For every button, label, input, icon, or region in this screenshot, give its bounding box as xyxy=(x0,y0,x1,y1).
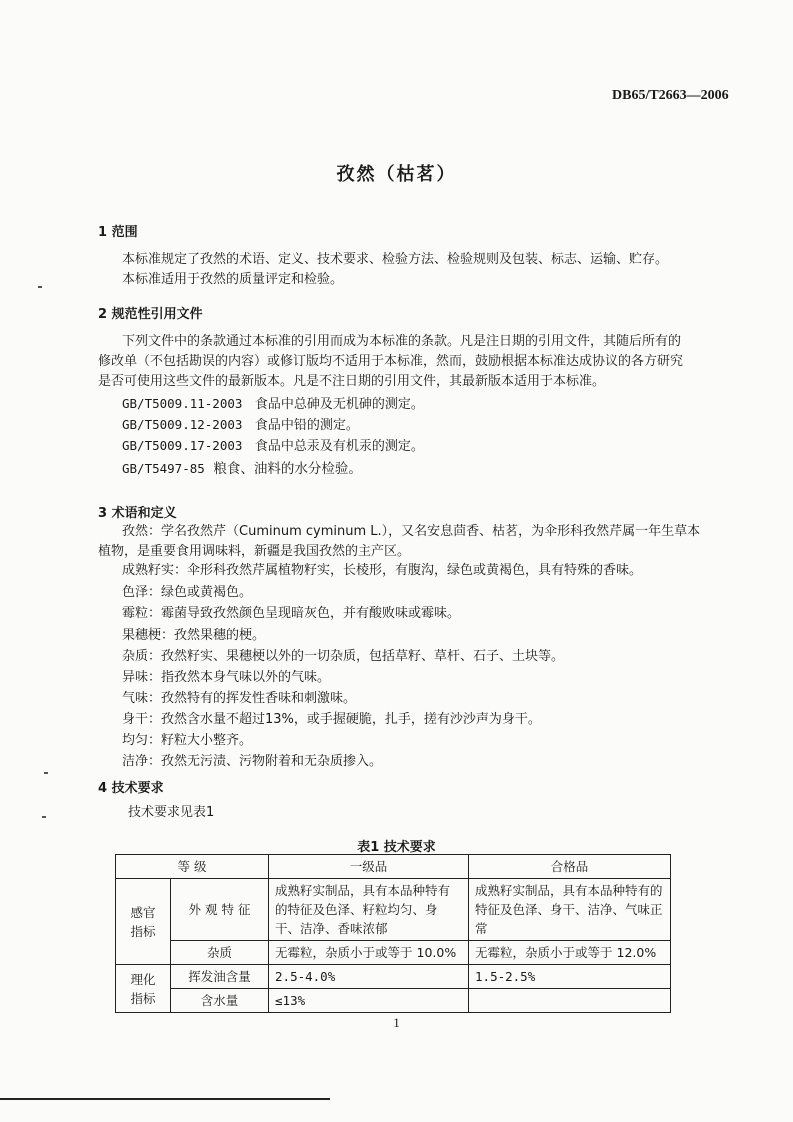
references-paragraph-line: 修改单（不包括勘误的内容）或修订版均不适用于本标准，然而，鼓励根据本标准达成协议的各方研究 xyxy=(98,354,684,369)
term-definition: 色泽：绿色或黄褐色。 xyxy=(122,585,253,600)
table-caption: 表1 技术要求 xyxy=(357,840,436,855)
term-definition: 杂质：孜然籽实、果穗梗以外的一切杂质，包括草籽、草杆、石子、土块等。 xyxy=(122,649,565,664)
term-definition: 异味：指孜然本身气味以外的气味。 xyxy=(122,670,331,685)
cell-appearance-qualified: 成熟籽实制品，具有本品种特有的特征及色泽、身干、洁净、气味正常 xyxy=(469,879,671,941)
term-definition: 成熟籽实：伞形科孜然芹属植物籽实，长棱形，有腹沟，绿色或黄褐色，具有特殊的香味。 xyxy=(122,563,643,578)
reference-name: 粮食、油料的水分检验。 xyxy=(213,461,362,477)
row-name-oil: 挥发油含量 xyxy=(171,965,269,989)
term-definition: 孜然：学名孜然芹（Cuminum cyminum L.），又名安息茴香、枯茗，为伞形科孜然芹属一年生草本 xyxy=(122,524,701,539)
term-definition: 均匀：籽粒大小整齐。 xyxy=(122,733,253,748)
term-definition: 果穗梗：孜然果穗的梗。 xyxy=(122,628,266,643)
table-row xyxy=(116,879,671,941)
cell-moisture-first: ≤13% xyxy=(269,989,469,1013)
row-name-impurity: 杂质 xyxy=(171,941,269,965)
reference-code: GB/T5009.12-2003 xyxy=(122,417,243,432)
term-definition: 身干：孜然含水量不超过13%，或手握硬脆，扎手，搓有沙沙声为身干。 xyxy=(122,712,541,727)
reference-code: GB/T5009.17-2003 xyxy=(122,438,243,453)
term-definition: 气味：孜然特有的挥发性香味和刺激味。 xyxy=(122,691,357,706)
cell-moisture-qualified xyxy=(469,989,671,1013)
table-row xyxy=(116,989,671,1013)
section-heading-scope: 1 范围 xyxy=(98,225,138,240)
document-title: 孜然（枯茗） xyxy=(336,164,457,185)
scan-speck xyxy=(44,772,48,774)
header-qualified-grade: 合格品 xyxy=(469,855,671,879)
section-heading-terms: 3 术语和定义 xyxy=(98,506,177,521)
cell-oil-first: 2.5-4.0% xyxy=(269,965,469,989)
section-heading-tech: 4 技术要求 xyxy=(98,781,164,796)
term-definition: 霉粒：霉菌导致孜然颜色呈现暗灰色，并有酸败味或霉味。 xyxy=(122,606,461,621)
table-row xyxy=(116,965,671,989)
header-first-grade: 一级品 xyxy=(269,855,469,879)
scan-speck xyxy=(38,286,42,288)
tech-intro: 技术要求见表1 xyxy=(128,805,215,820)
cell-appearance-first: 成熟籽实制品，具有本品种特有的特征及色泽、籽粒均匀、身干、洁净、香味浓郁 xyxy=(269,879,469,941)
scope-line: 本标准适用于孜然的质量评定和检验。 xyxy=(122,272,344,287)
reference-item xyxy=(122,415,359,436)
references-paragraph-line: 是否可使用这些文件的最新版本。凡是不注日期的引用文件，其最新版本适用于本标准。 xyxy=(98,374,606,389)
cell-impurity-qualified: 无霉粒，杂质小于或等于 12.0% xyxy=(469,941,671,965)
section-heading-references: 2 规范性引用文件 xyxy=(98,307,203,322)
table-row xyxy=(116,941,671,965)
requirements-table xyxy=(115,854,671,1013)
header-grade: 等 级 xyxy=(116,855,269,879)
references-paragraph-line: 下列文件中的条款通过本标准的引用而成为本标准的条款。凡是注日期的引用文件，其随后所有的 xyxy=(122,334,682,349)
document-code: DB65/T2663—2006 xyxy=(612,88,729,103)
row-name-appearance: 外 观 特 征 xyxy=(171,879,269,941)
cell-impurity-first: 无霉粒，杂质小于或等于 10.0% xyxy=(269,941,469,965)
reference-item xyxy=(122,459,362,479)
table-header-row xyxy=(116,855,671,879)
row-name-moisture: 含水量 xyxy=(171,989,269,1013)
term-definition: 植物，是重要食用调味料，新疆是我国孜然的主产区。 xyxy=(98,544,411,559)
cell-oil-qualified: 1.5-2.5% xyxy=(469,965,671,989)
scope-line: 本标准规定了孜然的术语、定义、技术要求、检验方法、检验规则及包装、标志、运输、贮存。 xyxy=(122,252,669,267)
scan-speck xyxy=(42,816,46,818)
reference-name: 食品中总砷及无机砷的测定。 xyxy=(254,397,424,412)
reference-item xyxy=(122,436,424,457)
reference-name: 食品中总汞及有机汞的测定。 xyxy=(254,439,424,454)
reference-code: GB/T5497-85 xyxy=(122,461,205,476)
term-definition: 洁净：孜然无污渍、污物附着和无杂质掺入。 xyxy=(122,754,383,769)
physchem-group-label: 理化 指标 xyxy=(116,965,171,1013)
page-number: 1 xyxy=(393,1015,400,1030)
reference-name: 食品中铅的测定。 xyxy=(254,418,359,433)
reference-item xyxy=(122,394,424,415)
scan-artifact-line xyxy=(0,1098,330,1100)
sensory-group-label: 感官 指标 xyxy=(116,879,171,965)
reference-code: GB/T5009.11-2003 xyxy=(122,396,243,411)
